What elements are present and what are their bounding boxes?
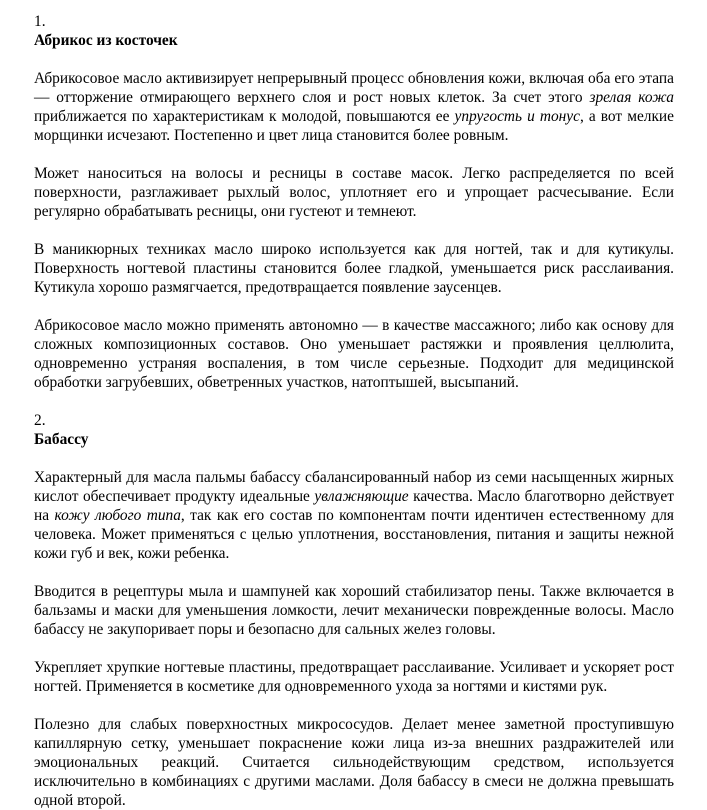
section-number: 2.	[34, 412, 46, 429]
italic-phrase: увлажняющие	[314, 488, 409, 505]
document-page	[34, 12, 674, 810]
paragraph: Характерный для масла пальмы бабассу сбалансированный набор из семи насыщенных жирных кислот обеспечивает продукту идеальные увлажняющие качества. Масло благотворно действует на кожу любого типа, так как его состав по компонентам почти идентичен естественному для человека. Может применяться с целью уплотнения, восстановления, питания и защиты нежной кожи губ и век, кожи ребенка.	[34, 469, 675, 562]
paragraph: В маникюрных техниках масло широко используется как для ногтей, так и для кутикулы. Поверхность ногтевой пластины становится более гладкой, уменьшается риск расслаивания. Кутикула хорошо размягчается, предотвращается появление заусенцев.	[34, 241, 674, 296]
section-apricot	[34, 12, 674, 392]
paragraph: Вводится в рецептуры мыла и шампуней как хороший стабилизатор пены. Также включается в бальзамы и маски для уменьшения ломкости, лечит механически поврежденные волосы. Масло бабассу не закупоривает поры и безопасно для сальных желез головы.	[34, 583, 674, 638]
section-title: Абрикос из косточек	[34, 32, 178, 49]
italic-phrase: зрелая кожа	[589, 89, 674, 106]
italic-phrase: упругость и тонус	[454, 108, 580, 125]
paragraph: Абрикосовое масло активизирует непрерывный процесс обновления кожи, включая оба его этапа — отторжение отмирающего верхнего слоя и рост новых клеток. За счет этого зрелая кожа приближается по характеристикам к молодой, повышаются ее упругость и тонус, а вот мелкие морщинки исчезают. Постепенно и цвет лица становится более ровным.	[34, 70, 674, 144]
section-babassu	[34, 411, 674, 810]
section-number: 1.	[34, 13, 46, 30]
paragraph: Укрепляет хрупкие ногтевые пластины, предотвращает расслаивание. Усиливает и ускоряет рост ногтей. Применяется в косметике для одновременного ухода за ногтями и кистями рук.	[34, 659, 674, 695]
paragraph: Полезно для слабых поверхностных микрососудов. Делает менее заметной проступившую капиллярную сетку, уменьшает покраснение кожи лица из-за внешних раздражителей или эмоциональных реакций. Считается сильнодействующим средством, используется исключительно в комбинациях с другими маслами. Доля бабассу в смеси не должна превышать одной второй.	[34, 716, 674, 809]
section-title: Бабассу	[34, 431, 89, 448]
italic-phrase: кожу любого типа	[54, 507, 181, 524]
paragraph: Может наноситься на волосы и ресницы в составе масок. Легко распределяется по всей поверхности, разглаживает рыхлый волос, уплотняет его и упрощает расчесывание. Если регулярно обрабатывать ресницы, они густеют и темнеют.	[34, 165, 674, 220]
paragraph: Абрикосовое масло можно применять автономно — в качестве массажного; либо как основу для сложных композиционных составов. Оно уменьшает растяжки и проявления целлюлита, одновременно устраняя воспаления, в том числе серьезные. Подходит для медицинской обработки загрубевших, обветренных участков, натоптышей, высыпаний.	[34, 317, 674, 391]
